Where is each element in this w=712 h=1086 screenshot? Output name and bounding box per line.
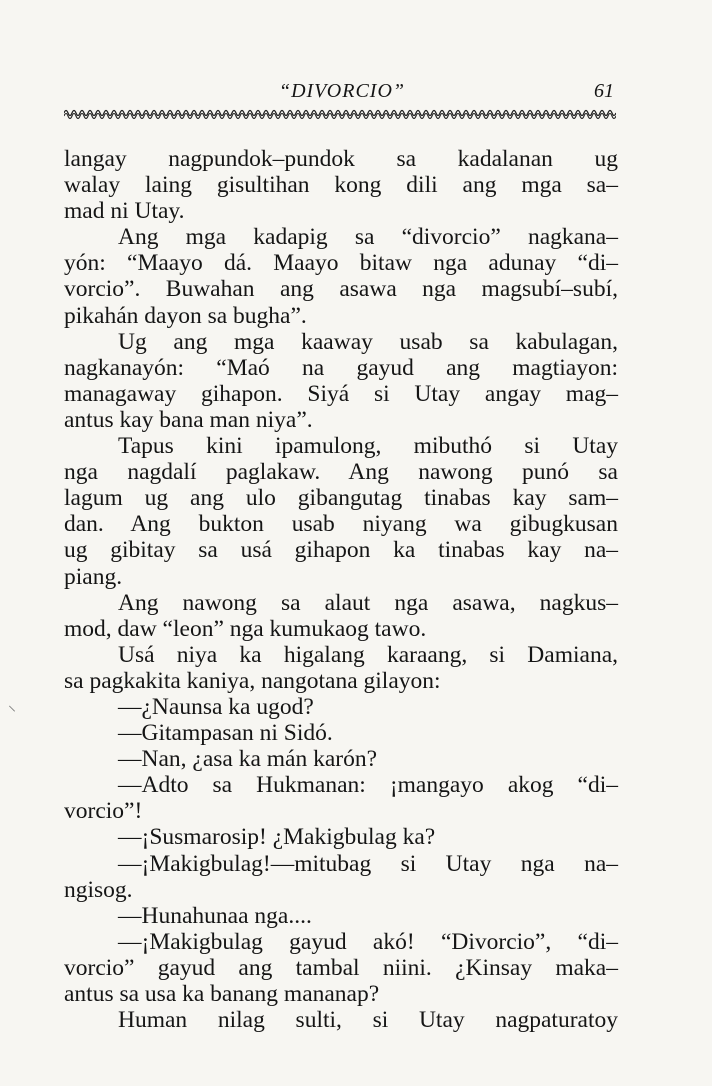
text-line: Usá niya ka higalang karaang, si Damiana, xyxy=(118,641,618,668)
text-line: antus kay bana man niya”. xyxy=(64,406,313,433)
page-header xyxy=(64,80,620,108)
text-line: Human nilag sulti, si Utay nagpaturatoy xyxy=(118,1007,618,1034)
text-line: ngisog. xyxy=(64,876,133,903)
text-line: yón: “Maayo dá. Maayo bitaw nga adunay “di– xyxy=(64,250,618,277)
text-line: vorcio” gayud ang tambal niini. ¿Kinsay maka– xyxy=(64,954,618,981)
text-line: managaway gihapon. Siyá si Utay angay mag– xyxy=(64,380,618,407)
text-line: ug gibitay sa usá gihapon ka tinabas kay na– xyxy=(64,537,618,564)
text-line: —¡Susmarosip! ¿Makigbulag ka? xyxy=(118,824,436,851)
body-text xyxy=(64,146,618,1033)
text-line: mad ni Utay. xyxy=(64,198,185,225)
text-line: —Gitampasan ni Sidó. xyxy=(118,720,333,747)
text-line: lagum ug ang ulo gibangutag tinabas kay sam– xyxy=(64,485,618,512)
text-line: pikahán dayon sa bugha”. xyxy=(64,302,307,329)
text-line: Ang nawong sa alaut nga asawa, nagkus– xyxy=(118,589,618,616)
text-line: Ang mga kadapig sa “divorcio” nagkana– xyxy=(118,224,618,251)
text-line: walay laing gisultihan kong dili ang mga sa– xyxy=(64,172,618,199)
margin-mark: ⸌ xyxy=(8,704,17,721)
text-line: —Hunahunaa nga.... xyxy=(118,902,312,929)
page-number: 61 xyxy=(594,80,614,102)
text-line: —Adto sa Hukmanan: ¡mangayo akog “di– xyxy=(118,772,618,799)
text-line: nga nagdalí paglakaw. Ang nawong punó sa xyxy=(64,459,618,486)
running-title: “DIVORCIO” xyxy=(278,80,406,102)
text-line: piang. xyxy=(64,563,123,590)
text-line: vorcio”! xyxy=(64,798,143,825)
text-line: —¡Makigbulag!—mitubag si Utay nga na– xyxy=(118,850,618,877)
text-line: sa pagkakita kaniya, nangotana gilayon: xyxy=(64,667,441,694)
text-line: Ug ang mga kaaway usab sa kabulagan, xyxy=(118,328,618,355)
text-line: —Nan, ¿asa ka mán karón? xyxy=(118,746,378,773)
ornament-rule xyxy=(64,106,616,120)
text-line: —¡Makigbulag gayud akó! “Divorcio”, “di– xyxy=(118,928,618,955)
text-line: vorcio”. Buwahan ang asawa nga magsubí–subí, xyxy=(64,276,618,303)
text-line: nagkanayón: “Maó na gayud ang magtiayon: xyxy=(64,354,618,381)
text-line: Tapus kini ipamulong, mibuthó si Utay xyxy=(118,433,618,460)
text-line: antus sa usa ka banang mananap? xyxy=(64,981,380,1007)
text-line: —¿Naunsa ka ugod? xyxy=(118,693,314,720)
text-line: langay nagpundok–pundok sa kadalanan ug xyxy=(64,146,618,172)
text-line: dan. Ang bukton usab niyang wa gibugkusan xyxy=(64,511,618,538)
text-line: mod, daw “leon” nga kumukaog tawo. xyxy=(64,615,427,642)
